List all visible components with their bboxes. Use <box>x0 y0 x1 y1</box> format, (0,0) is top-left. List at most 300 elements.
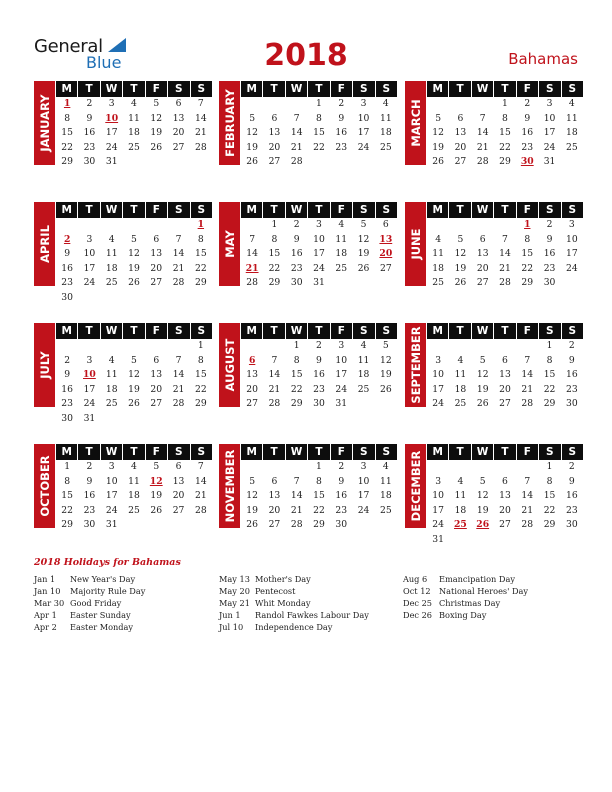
day-cell: 26 <box>357 262 370 274</box>
month-name: DECEMBER <box>408 450 423 522</box>
day-cell: 23 <box>335 504 348 516</box>
month-label <box>405 323 426 407</box>
weekday-header <box>427 81 583 97</box>
day-cell: 6 <box>479 233 486 245</box>
day-cell: 21 <box>499 262 511 274</box>
week-row <box>241 460 397 475</box>
day-cell: 10 <box>357 475 370 487</box>
day-cell: 28 <box>194 504 207 516</box>
day-cell: 28 <box>246 277 258 289</box>
month-name: SEPTEMBER <box>408 326 423 404</box>
day-cell <box>352 276 374 291</box>
day-cell: 30 <box>290 277 303 289</box>
day-cell: 14 <box>194 475 207 487</box>
day-cell <box>167 218 189 233</box>
month-name: OCTOBER <box>37 455 52 517</box>
day-cell: 21 <box>290 141 303 153</box>
day-cell: 4 <box>131 461 137 472</box>
day-cell: 13 <box>172 475 185 487</box>
holiday-name: Emancipation Day <box>439 574 516 584</box>
day-cell: 29 <box>290 398 303 410</box>
day-cell: 19 <box>476 504 489 516</box>
day-cell: 18 <box>565 127 578 139</box>
day-cell: 26 <box>476 398 489 410</box>
day-cell <box>286 97 308 112</box>
day-cell: 27 <box>499 398 511 410</box>
day-cell: 11 <box>105 248 118 260</box>
day-cell: 1 <box>524 219 531 230</box>
day-cell: 6 <box>502 354 508 366</box>
day-cell: 29 <box>313 519 325 531</box>
holiday-name: Pentecost <box>255 586 296 596</box>
day-cell: 9 <box>338 475 345 487</box>
week-row <box>56 475 212 490</box>
week-row <box>56 233 212 248</box>
day-cell: 11 <box>128 112 140 124</box>
week-row <box>56 489 212 504</box>
day-cell: 4 <box>457 475 464 487</box>
week-row <box>56 276 212 291</box>
weekday-label: T <box>307 444 329 460</box>
day-cell: 9 <box>568 475 575 487</box>
day-cell <box>241 339 263 354</box>
month-march <box>405 81 583 187</box>
day-cell: 3 <box>360 98 367 109</box>
day-cell: 15 <box>313 127 325 139</box>
weekday-label: S <box>352 202 374 218</box>
day-cell <box>190 518 212 533</box>
day-cell: 20 <box>150 383 163 395</box>
day-cell: 25 <box>335 262 348 274</box>
day-cell: 6 <box>175 461 182 472</box>
day-cell: 28 <box>499 277 511 289</box>
weekday-label: S <box>561 323 583 339</box>
weekday-label: S <box>538 202 560 218</box>
week-row <box>56 412 212 427</box>
day-cell: 19 <box>454 262 467 274</box>
day-cell: 8 <box>316 475 322 487</box>
day-cell: 14 <box>476 127 489 139</box>
day-cell: 18 <box>105 383 118 395</box>
weekday-label: T <box>448 444 470 460</box>
weekday-label: S <box>375 444 397 460</box>
day-cell: 17 <box>357 490 370 502</box>
day-cell: 6 <box>175 98 182 109</box>
week-row <box>241 354 397 369</box>
day-cell: 3 <box>360 461 367 472</box>
day-cell: 3 <box>86 233 93 245</box>
month-label <box>405 81 426 165</box>
day-cell: 18 <box>357 369 370 381</box>
day-cell: 22 <box>290 383 303 395</box>
day-cell <box>330 276 352 291</box>
day-cell: 7 <box>524 354 531 366</box>
weekday-header <box>427 444 583 460</box>
day-cell: 7 <box>479 112 486 124</box>
weekday-label: W <box>285 323 307 339</box>
day-cell: 12 <box>454 248 467 260</box>
day-cell: 10 <box>313 233 325 245</box>
day-cell: 16 <box>335 490 348 502</box>
day-cell: 22 <box>194 383 207 395</box>
day-cell <box>538 533 560 548</box>
day-cell: 3 <box>435 475 442 487</box>
week-row <box>56 126 212 141</box>
day-cell <box>561 276 583 291</box>
weekday-header <box>241 323 397 339</box>
weekday-header <box>241 81 397 97</box>
weekday-label: S <box>167 323 189 339</box>
day-cell: 25 <box>105 277 118 289</box>
day-cell: 27 <box>268 519 281 531</box>
day-cell <box>263 97 285 112</box>
day-cell: 11 <box>105 369 118 381</box>
day-cell: 27 <box>246 398 258 410</box>
day-cell <box>449 533 471 548</box>
day-cell: 29 <box>521 277 534 289</box>
week-row <box>427 262 583 277</box>
weekday-label: M <box>241 81 262 97</box>
day-cell: 4 <box>568 98 575 109</box>
month-day-grid <box>56 444 212 533</box>
week-row <box>427 354 583 369</box>
holiday-name: Easter Sunday <box>70 610 131 620</box>
holiday-date: Dec 25 <box>403 598 433 608</box>
day-cell: 29 <box>499 156 511 168</box>
day-cell: 22 <box>521 262 534 274</box>
day-cell: 5 <box>457 233 464 245</box>
day-cell: 2 <box>63 233 71 245</box>
month-day-grid <box>56 202 212 306</box>
holiday-column <box>219 573 369 633</box>
day-cell: 9 <box>568 354 575 366</box>
day-cell: 1 <box>63 98 71 109</box>
day-cell: 18 <box>379 490 392 502</box>
day-cell: 8 <box>546 354 553 366</box>
weekday-label: M <box>241 202 262 218</box>
month-november <box>219 444 397 550</box>
day-cell: 14 <box>290 127 303 139</box>
day-cell: 20 <box>268 141 281 153</box>
day-cell: 14 <box>521 369 534 381</box>
holiday-name: New Year's Day <box>70 574 136 584</box>
month-day-grid <box>241 202 397 291</box>
day-cell: 12 <box>149 475 163 487</box>
holiday-date: Apr 1 <box>34 610 57 620</box>
day-cell: 7 <box>249 233 256 245</box>
weekday-label: S <box>167 81 189 97</box>
day-cell: 10 <box>83 248 96 260</box>
day-cell: 9 <box>64 248 71 260</box>
holiday-name: Boxing Day <box>439 610 487 620</box>
day-cell: 18 <box>379 127 392 139</box>
holiday-name: Randol Fawkes Labour Day <box>255 610 369 620</box>
month-february <box>219 81 397 187</box>
day-cell <box>375 155 397 170</box>
month-day-grid <box>241 81 397 170</box>
day-cell: 10 <box>105 475 118 487</box>
day-cell: 8 <box>64 112 71 124</box>
weekday-label: T <box>262 202 284 218</box>
day-cell: 31 <box>105 519 118 531</box>
month-september <box>405 323 583 429</box>
day-cell: 21 <box>268 383 281 395</box>
day-cell: 22 <box>499 141 511 153</box>
day-cell: 1 <box>316 98 322 109</box>
day-cell <box>375 276 397 291</box>
day-cell: 15 <box>290 369 303 381</box>
weekday-label: S <box>167 202 189 218</box>
weekday-label: M <box>56 202 77 218</box>
day-cell: 24 <box>83 277 96 289</box>
weekday-label: S <box>561 81 583 97</box>
weekday-label: S <box>375 323 397 339</box>
day-cell: 15 <box>499 127 511 139</box>
weekday-header <box>241 444 397 460</box>
holiday-item <box>34 621 145 633</box>
day-cell: 1 <box>546 461 553 472</box>
day-cell <box>167 518 189 533</box>
day-cell: 12 <box>150 112 163 124</box>
day-cell: 28 <box>521 519 534 531</box>
weekday-label: T <box>493 444 515 460</box>
day-cell: 11 <box>565 112 578 124</box>
day-cell <box>494 339 516 354</box>
day-cell: 8 <box>293 354 300 366</box>
day-cell: 25 <box>357 383 370 395</box>
day-cell: 29 <box>61 519 73 531</box>
day-cell: 25 <box>432 277 444 289</box>
day-cell: 12 <box>379 354 392 366</box>
day-cell: 2 <box>86 461 93 472</box>
holiday-item <box>403 585 528 597</box>
day-cell <box>494 218 516 233</box>
day-cell: 29 <box>268 277 281 289</box>
day-cell <box>190 412 212 427</box>
day-cell: 31 <box>335 398 348 410</box>
weekday-header <box>56 202 212 218</box>
day-cell: 16 <box>290 248 303 260</box>
day-cell: 30 <box>565 398 578 410</box>
weekday-label: S <box>538 444 560 460</box>
week-row <box>56 291 212 306</box>
day-cell <box>352 397 374 412</box>
weekday-label: M <box>241 444 262 460</box>
month-label <box>219 323 240 407</box>
month-day-grid <box>56 81 212 170</box>
month-name: JUNE <box>408 228 423 260</box>
day-cell: 17 <box>543 127 556 139</box>
day-cell <box>263 460 285 475</box>
weekday-label: T <box>122 323 144 339</box>
day-cell <box>472 339 494 354</box>
day-cell <box>449 97 471 112</box>
weekday-label: M <box>427 444 448 460</box>
week-row <box>427 504 583 519</box>
day-cell: 22 <box>61 504 73 516</box>
day-cell: 6 <box>502 475 508 487</box>
weekday-label: W <box>100 81 122 97</box>
day-cell: 6 <box>248 354 256 366</box>
day-cell: 16 <box>61 383 73 395</box>
day-cell: 15 <box>543 490 556 502</box>
month-july <box>34 323 212 429</box>
day-cell: 14 <box>521 490 534 502</box>
day-cell: 3 <box>338 340 345 351</box>
weekday-label: T <box>262 81 284 97</box>
day-cell <box>145 339 167 354</box>
weekday-label: S <box>190 323 212 339</box>
holiday-name: Mother's Day <box>255 574 311 584</box>
day-cell: 24 <box>105 141 118 153</box>
weekday-label: S <box>352 444 374 460</box>
day-cell: 7 <box>502 233 508 245</box>
day-cell: 3 <box>86 354 93 366</box>
day-cell: 8 <box>546 475 553 487</box>
day-cell: 25 <box>105 398 118 410</box>
day-cell: 6 <box>382 219 389 230</box>
week-row <box>427 155 583 170</box>
holiday-date: Aug 6 <box>403 574 428 584</box>
day-cell: 3 <box>435 354 442 366</box>
month-label <box>34 202 55 286</box>
day-cell: 22 <box>194 262 207 274</box>
day-cell: 13 <box>379 233 393 245</box>
day-cell <box>56 339 78 354</box>
weekday-label: F <box>516 202 538 218</box>
day-cell: 26 <box>150 141 163 153</box>
day-cell: 3 <box>546 98 553 109</box>
holiday-name: Whit Monday <box>255 598 311 608</box>
week-row <box>241 233 397 248</box>
day-cell: 8 <box>316 112 322 124</box>
day-cell: 30 <box>565 519 578 531</box>
day-cell: 13 <box>476 248 489 260</box>
day-cell: 21 <box>194 490 207 502</box>
day-cell: 16 <box>313 369 325 381</box>
day-cell: 11 <box>454 369 467 381</box>
weekday-label: M <box>56 323 77 339</box>
day-cell: 12 <box>432 127 444 139</box>
day-cell <box>449 460 471 475</box>
day-cell <box>449 339 471 354</box>
weekday-label: F <box>145 323 167 339</box>
weekday-label: F <box>330 202 352 218</box>
day-cell: 19 <box>476 383 489 395</box>
day-cell <box>167 339 189 354</box>
weekday-label: T <box>122 202 144 218</box>
day-cell: 9 <box>338 112 345 124</box>
week-row <box>241 397 397 412</box>
day-cell: 20 <box>246 383 258 395</box>
day-cell <box>101 412 123 427</box>
day-cell: 8 <box>64 475 71 487</box>
day-cell: 6 <box>153 354 160 366</box>
month-label <box>219 81 240 165</box>
weekday-label: T <box>262 323 284 339</box>
day-cell: 5 <box>382 340 389 351</box>
day-cell <box>286 460 308 475</box>
day-cell: 17 <box>83 262 96 274</box>
day-cell: 10 <box>335 354 348 366</box>
day-cell: 28 <box>268 398 281 410</box>
day-cell: 6 <box>457 112 464 124</box>
day-cell: 18 <box>128 127 140 139</box>
holiday-name: Good Friday <box>70 598 122 608</box>
week-row <box>241 155 397 170</box>
day-cell: 9 <box>316 354 322 366</box>
day-cell <box>516 339 538 354</box>
day-cell: 26 <box>128 398 140 410</box>
day-cell: 4 <box>108 233 115 245</box>
day-cell: 19 <box>432 141 444 153</box>
holiday-item <box>219 585 369 597</box>
day-cell: 14 <box>290 490 303 502</box>
day-cell: 24 <box>105 504 118 516</box>
day-cell: 24 <box>565 262 578 274</box>
day-cell: 7 <box>271 354 278 366</box>
week-row <box>427 141 583 156</box>
day-cell: 29 <box>61 156 73 168</box>
day-cell: 18 <box>105 262 118 274</box>
month-day-grid <box>241 323 397 412</box>
day-cell: 21 <box>521 383 534 395</box>
day-cell: 11 <box>379 475 392 487</box>
day-cell: 2 <box>64 354 71 366</box>
week-row <box>241 141 397 156</box>
day-cell: 2 <box>86 98 93 109</box>
weekday-label: S <box>167 444 189 460</box>
day-cell: 21 <box>476 141 489 153</box>
day-cell: 16 <box>83 127 96 139</box>
week-row <box>241 218 397 233</box>
day-cell: 27 <box>172 141 185 153</box>
day-cell: 20 <box>454 141 467 153</box>
day-cell <box>427 339 449 354</box>
day-cell: 16 <box>61 262 73 274</box>
day-cell: 27 <box>379 262 392 274</box>
day-cell: 18 <box>454 383 467 395</box>
holiday-date: Jan 10 <box>34 586 61 596</box>
weekday-label: W <box>471 444 493 460</box>
day-cell: 7 <box>197 98 204 109</box>
weekday-label: S <box>375 202 397 218</box>
day-cell: 9 <box>86 112 93 124</box>
day-cell: 27 <box>172 504 185 516</box>
day-cell: 7 <box>293 112 300 124</box>
day-cell: 14 <box>194 112 207 124</box>
week-row <box>56 339 212 354</box>
holiday-item <box>403 609 528 621</box>
month-day-grid <box>427 202 583 291</box>
week-row <box>241 475 397 490</box>
week-row <box>56 383 212 398</box>
day-cell: 10 <box>83 369 96 381</box>
day-cell: 21 <box>194 127 207 139</box>
day-cell: 2 <box>338 98 345 109</box>
day-cell: 7 <box>524 475 531 487</box>
month-name: APRIL <box>37 225 52 263</box>
day-cell <box>241 218 263 233</box>
day-cell: 1 <box>64 461 71 472</box>
day-cell: 29 <box>194 398 207 410</box>
day-cell: 11 <box>128 475 140 487</box>
day-cell: 13 <box>150 369 163 381</box>
day-cell: 15 <box>61 490 73 502</box>
day-cell: 27 <box>476 277 489 289</box>
weekday-label: T <box>307 81 329 97</box>
weekday-label: T <box>448 81 470 97</box>
